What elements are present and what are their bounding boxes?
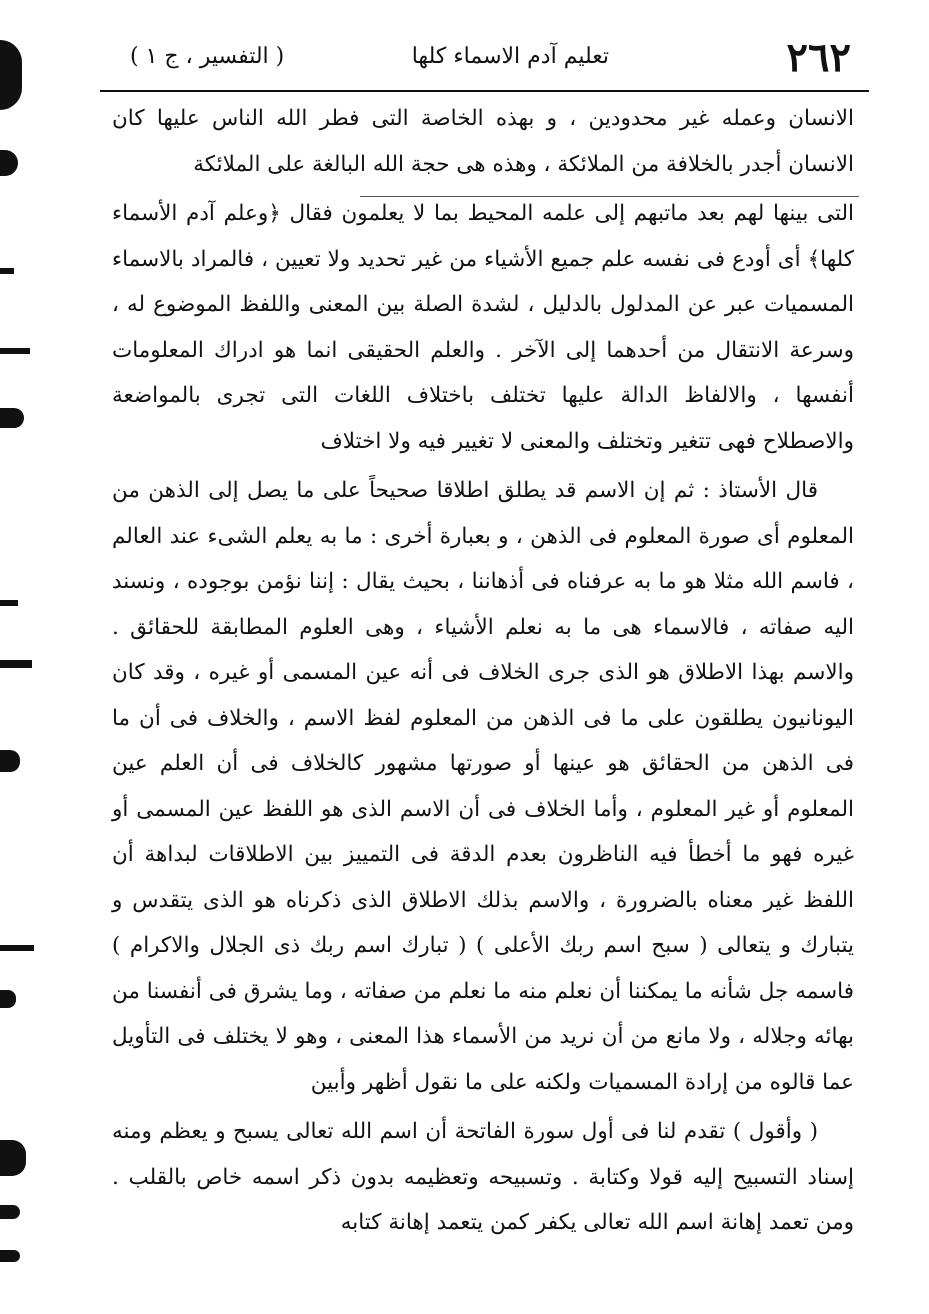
scan-edge-mark xyxy=(0,990,16,1008)
scan-edge-mark xyxy=(0,150,18,176)
page-number: ٢٦٢ xyxy=(786,34,851,81)
scan-edge-mark xyxy=(0,268,14,274)
running-title: تعليم آدم الاسماء كلها xyxy=(411,44,609,69)
paragraph: قال الأستاذ : ثم إن الاسم قد يطلق اطلاقا صحيحاً على ما يصل إلى الذهن من المعلوم أى صورة المعلوم فى الذهن ، و بعبارة أخرى : ما به يعلم الشىء عند العالم ، فاسم الله مثلا هو ما به عرفناه فى أذهاننا ، بحيث يقال : إننا نؤمن بوجوده ، ونسند اليه صفاته ، فالاسماء هى ما به نعلم الأشياء ، وهى العلوم المطابقة للحقائق . والاسم بهذا الاطلاق هو الذى جرى الخلاف فى أنه عين المسمى أو غيره ، وقد كان اليونانيون يطلقون على ما فى الذهن من المعلوم لفظ الاسم ، والخلاف فى أن ما فى الذهن من الحقائق هو عينها أو صورتها مشهور كالخلاف فى أن العلم عين المعلوم أو غير المعلوم ، وأما الخلاف فى أن الاسم الذى هو اللفظ عين المسمى أو غيره فهو ما أخطأ فيه الناظرون بعدم الدقة فى التمييز بين الاطلاقات لبداهة أن اللفظ غير معناه بالضرورة ، والاسم بذلك الاطلاق الذى ذكرناه هو الذى يتقدس و يتبارك و يتعالى ( سبح اسم ربك الأعلى ) ( تبارك اسم ربك ذى الجلال والاكرام ) فاسمه جل شأنه ما يمكننا أن نعلم منه ما نعلم من صفاته ، وما يشرق فى أنفسنا من بهائه وجلاله ، ولا مانع من أن نريد من الأسماء هذا المعنى ، وهو لا يختلف فى التأويل عما قالوه من إرادة المسميات ولكنه على ما نقول أظهر وأبين xyxy=(112,478,854,1095)
paragraph: التى بينها لهم بعد ماتبهم إلى علمه المحيط بما لا يعلمون فقال ﴿وعلم آدم الأسماء كلها﴾ أى أودع فى نفسه علم جميع الأشياء من غير تحديد ولا تعيين ، فالمراد بالاسماء المسميات عبر عن المدلول بالدليل ، لشدة الصلة بين المعنى واللفظ الموضوع له ، وسرعة الانتقال من أحدهما إلى الآخر . والعلم الحقيقى انما هو ادراك المعلومات أنفسها ، والالفاظ الدالة عليها تختلف باختلاف اللغات التى تجرى بالمواضعة والاصطلاح فهى تتغير وتختلف والمعنى لا تغيير فيه ولا اختلاف xyxy=(112,201,854,454)
scan-edge-mark xyxy=(0,40,22,110)
scan-edge-mark xyxy=(0,660,32,668)
paragraph: ( وأقول ) تقدم لنا فى أول سورة الفاتحة أن اسم الله تعالى يسبح و يعظم ومنه إسناد التسبيح إليه قولا وكتابة . وتسبيحه وتعظيمه بدون ذكر اسمه خاص بالقلب . ومن تعمد إهانة اسم الله تعالى يكفر كمن يتعمد إهانة كتابه xyxy=(112,1119,854,1235)
scan-edge-mark xyxy=(0,1250,20,1262)
scan-edge-mark xyxy=(0,750,20,772)
page-header xyxy=(100,30,869,92)
scan-edge-mark xyxy=(0,1205,20,1219)
section-reference: ( التفسير ، ج ١ ) xyxy=(130,44,285,69)
scan-edge-mark xyxy=(0,600,18,606)
header-rule xyxy=(100,90,869,92)
scan-edge-mark xyxy=(0,945,34,951)
scan-edge-mark xyxy=(0,408,24,428)
scan-edge-mark xyxy=(0,348,30,354)
scan-edge-mark xyxy=(0,1140,26,1176)
body-text xyxy=(112,96,854,1246)
paragraph: الانسان وعمله غير محدودين ، و بهذه الخاصة التى فطر الله الناس عليها كان الانسان أجدر بالخلافة من الملائكة ، وهذه هى حجة الله البالغة على الملائكة xyxy=(112,106,854,177)
